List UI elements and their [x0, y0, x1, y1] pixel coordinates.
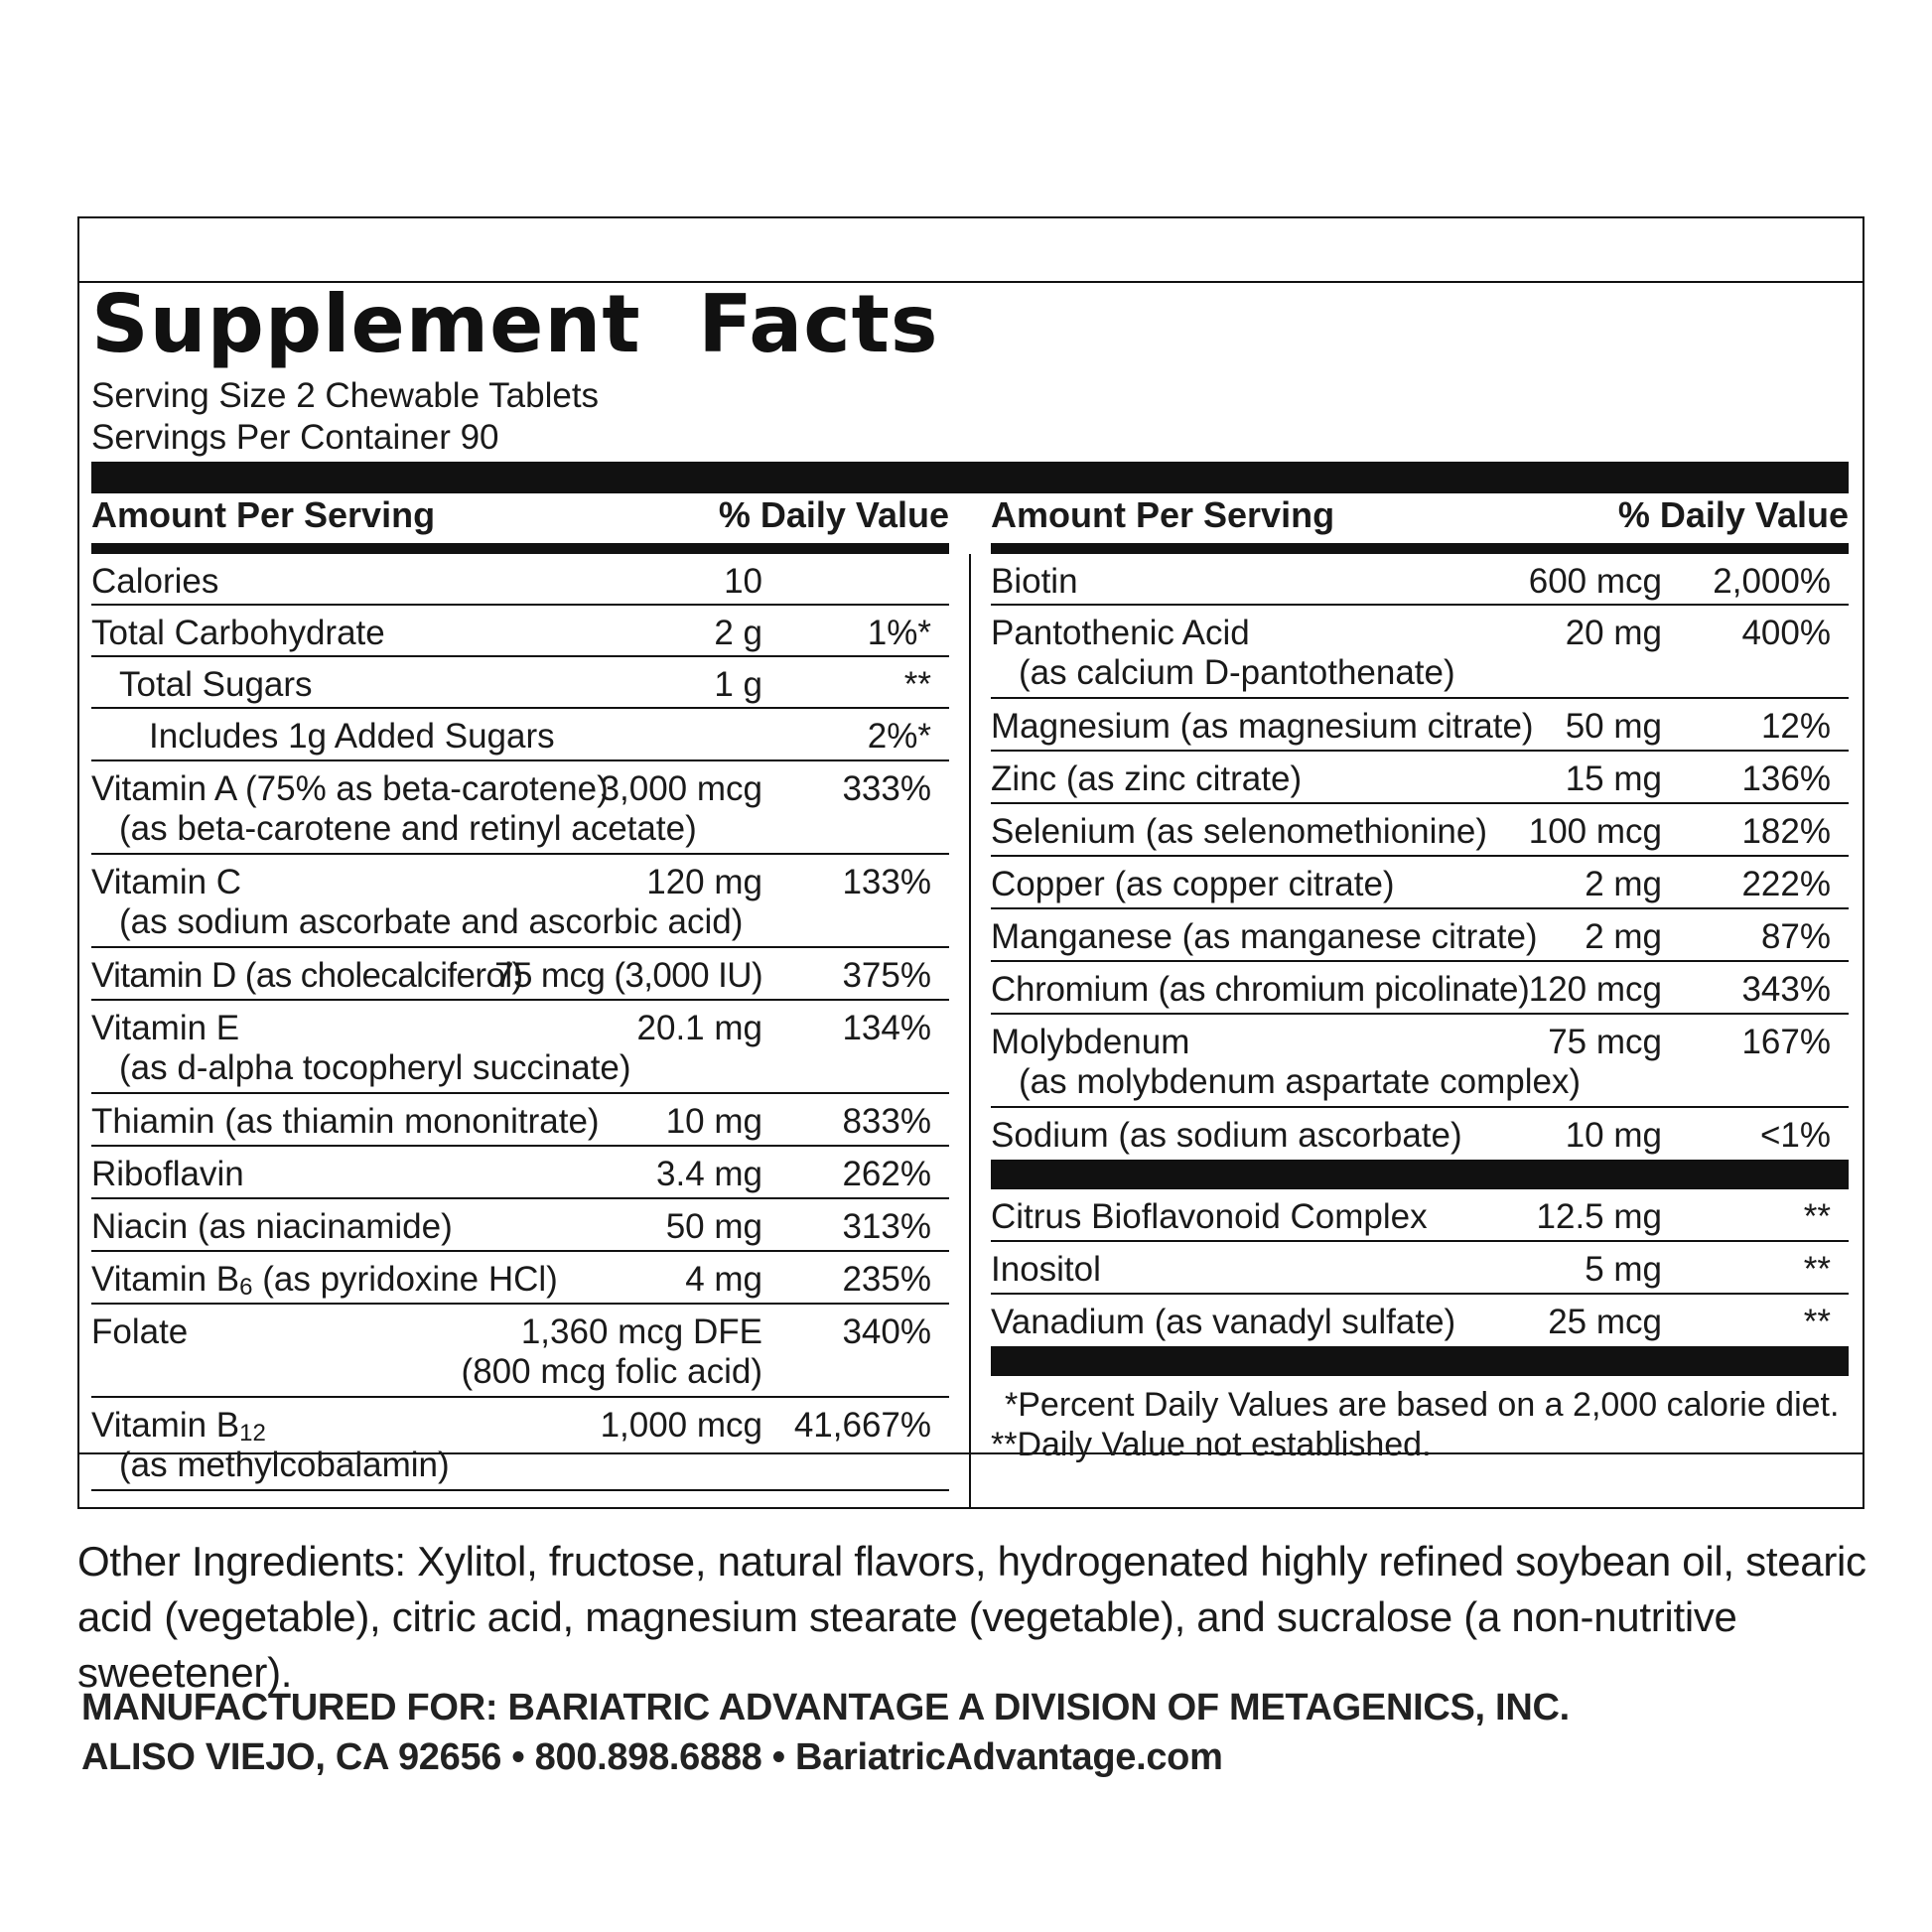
nutrient-row-total-sugars — [91, 657, 949, 709]
nutrient-row-citrus-bioflavonoid — [991, 1189, 1849, 1242]
nutrient-row-vitamin-a — [91, 761, 949, 855]
nutrient-amount: 75 mcg (3,000 IU) — [494, 956, 762, 995]
nutrient-amount: 2 mg — [1585, 917, 1662, 956]
nutrient-daily-value: 333% — [842, 769, 931, 808]
nutrient-name: Thiamin (as thiamin mononitrate) — [91, 1102, 600, 1141]
nutrient-amount: 25 mcg — [1548, 1303, 1662, 1341]
nutrient-row-magnesium — [991, 699, 1849, 752]
nutrient-row-calories — [91, 554, 949, 606]
nutrient-row-selenium — [991, 804, 1849, 857]
nutrient-name: Manganese (as manganese citrate) — [991, 917, 1538, 956]
nutrient-source: (as methylcobalamin) — [119, 1446, 450, 1484]
nutrient-daily-value: 133% — [842, 863, 931, 901]
nutrient-daily-value: 2%* — [867, 717, 931, 756]
nutrient-daily-value: 41,667% — [793, 1406, 931, 1445]
nutrient-row-manganese — [991, 909, 1849, 962]
nutrient-daily-value: 182% — [1741, 812, 1831, 851]
nutrient-daily-value: 134% — [842, 1009, 931, 1047]
nutrient-name: Calories — [91, 562, 219, 601]
nutrient-amount: 50 mg — [1565, 707, 1662, 746]
serving-size: Serving Size 2 Chewable Tablets — [91, 376, 600, 415]
nutrient-daily-value: 1%* — [867, 614, 931, 652]
nutrient-name: Sodium (as sodium ascorbate) — [991, 1116, 1462, 1155]
nutrient-row-molybdenum — [991, 1015, 1849, 1108]
nutrient-amount: 20 mg — [1565, 614, 1662, 652]
nutrient-row-chromium — [991, 962, 1849, 1015]
nutrient-amount: 10 mg — [665, 1102, 762, 1141]
nutrient-row-pantothenic-acid — [991, 606, 1849, 699]
nutrient-name: Chromium (as chromium picolinate) — [991, 970, 1530, 1009]
nutrient-row-total-carbohydrate — [91, 606, 949, 657]
nutrient-row-inositol — [991, 1242, 1849, 1295]
nutrient-name: Vanadium (as vanadyl sulfate) — [991, 1303, 1456, 1341]
manufacturer-line-1: MANUFACTURED FOR: BARIATRIC ADVANTAGE A DIVISION OF METAGENICS, INC. — [81, 1687, 1570, 1728]
nutrient-daily-value: ** — [903, 665, 931, 704]
nutrient-amount: 3.4 mg — [656, 1155, 762, 1193]
nutrient-row-vitamin-d — [91, 948, 949, 1001]
nutrient-name: Copper (as copper citrate) — [991, 865, 1395, 903]
nutrient-row-copper — [991, 857, 1849, 909]
nutrient-amount: 50 mg — [665, 1207, 762, 1246]
nutrient-daily-value: 343% — [1741, 970, 1831, 1009]
nutrient-source: (as beta-carotene and retinyl acetate) — [119, 809, 697, 848]
nutrient-name: Vitamin C — [91, 863, 242, 901]
amount-per-serving-header: Amount Per Serving — [991, 494, 1335, 535]
nutrient-amount: 120 mg — [646, 863, 762, 901]
nutrient-source: (as calcium D-pantothenate) — [1019, 653, 1455, 692]
nutrient-daily-value: 222% — [1741, 865, 1831, 903]
nutrient-row-vitamin-b6 — [91, 1252, 949, 1305]
nutrient-daily-value: 400% — [1741, 614, 1831, 652]
nutrient-daily-value: 313% — [842, 1207, 931, 1246]
nutrient-name: Includes 1g Added Sugars — [149, 717, 555, 756]
servings-per-container: Servings Per Container 90 — [91, 418, 499, 457]
nutrient-amount: 20.1 mg — [636, 1009, 762, 1047]
nutrient-name: Vitamin $B_6$ (as pyridoxine HCl) — [91, 1260, 558, 1301]
nutrient-name: Niacin (as niacinamide) — [91, 1207, 453, 1246]
nutrient-daily-value: 12% — [1760, 707, 1831, 746]
nutrient-row-thiamin — [91, 1094, 949, 1147]
nutrient-daily-value: ** — [1803, 1250, 1831, 1289]
nutrient-source: (as sodium ascorbate and ascorbic acid) — [119, 902, 744, 941]
nutrient-row-biotin — [991, 554, 1849, 606]
nutrient-amount: 1 g — [714, 665, 762, 704]
nutrient-name: Riboflavin — [91, 1155, 244, 1193]
nutrient-daily-value: 262% — [842, 1155, 931, 1193]
nutrient-row-added-sugars — [91, 709, 949, 761]
nutrient-list-left — [91, 554, 949, 1491]
nutrient-daily-value: 167% — [1741, 1023, 1831, 1061]
column-divider — [969, 554, 971, 1509]
nutrient-amount: 75 mcg — [1548, 1023, 1662, 1061]
nutrient-amount: 100 mcg — [1528, 812, 1662, 851]
nutrient-daily-value: ** — [1803, 1197, 1831, 1236]
serving-info — [91, 375, 599, 459]
nutrient-name: Vitamin D (as cholecalciferol) — [91, 956, 523, 995]
thick-rule-bottom — [991, 1346, 1849, 1376]
nutrient-amount: 10 mg — [1565, 1116, 1662, 1155]
manufacturer-info — [81, 1683, 1570, 1782]
column-header-right — [991, 493, 1849, 554]
thick-rule-middle — [991, 1160, 1849, 1189]
nutrient-amount: 600 mcg — [1528, 562, 1662, 601]
nutrient-amount: 10 — [724, 562, 762, 601]
nutrient-daily-value: 136% — [1741, 759, 1831, 798]
nutrient-name: Total Carbohydrate — [91, 614, 385, 652]
footnote-daily-value-not-established: **Daily Value not established. — [991, 1426, 1432, 1463]
amount-per-serving-header: Amount Per Serving — [91, 494, 436, 535]
nutrient-amount: 1,360 mcg DFE — [520, 1312, 762, 1351]
nutrient-name: Inositol — [991, 1250, 1101, 1289]
nutrient-amount: 1,000 mcg — [600, 1406, 762, 1445]
nutrient-name: Zinc (as zinc citrate) — [991, 759, 1303, 798]
nutrient-name: Citrus Bioflavonoid Complex — [991, 1197, 1428, 1236]
nutrient-row-riboflavin — [91, 1147, 949, 1199]
nutrient-name: Vitamin $B_{12}$ — [91, 1406, 266, 1447]
footnotes — [991, 1385, 1839, 1464]
nutrient-name: Magnesium (as magnesium citrate) — [991, 707, 1534, 746]
nutrient-name: Folate — [91, 1312, 189, 1351]
nutrient-name: Molybdenum — [991, 1023, 1190, 1061]
nutrient-row-vitamin-c — [91, 855, 949, 948]
nutrient-name: Vitamin A (75% as beta-carotene) — [91, 769, 609, 808]
nutrient-amount: 12.5 mg — [1536, 1197, 1662, 1236]
column-header-left — [91, 493, 949, 554]
nutrient-row-niacin — [91, 1199, 949, 1252]
nutrient-row-vanadium — [991, 1295, 1849, 1346]
nutrient-list-right — [991, 554, 1849, 1376]
nutrient-amount: 5 mg — [1585, 1250, 1662, 1289]
nutrient-name: Selenium (as selenomethionine) — [991, 812, 1487, 851]
nutrient-daily-value: 340% — [842, 1312, 931, 1351]
daily-value-header: % Daily Value — [1617, 494, 1849, 535]
nutrient-amount: 15 mg — [1565, 759, 1662, 798]
nutrient-daily-value: 833% — [842, 1102, 931, 1141]
nutrient-daily-value: <1% — [1759, 1116, 1831, 1155]
nutrient-amount-detail: (800 mcg folic acid) — [461, 1352, 762, 1391]
nutrient-amount: 3,000 mcg — [600, 769, 762, 808]
nutrient-amount: 120 mcg — [1528, 970, 1662, 1009]
nutrient-row-zinc — [991, 752, 1849, 804]
nutrient-amount: 4 mg — [685, 1260, 762, 1299]
nutrient-source: (as molybdenum aspartate complex) — [1019, 1062, 1582, 1101]
nutrient-row-folate — [91, 1305, 949, 1398]
nutrient-daily-value: 87% — [1760, 917, 1831, 956]
label-title: Supplement Facts — [91, 278, 939, 370]
daily-value-header: % Daily Value — [718, 494, 949, 535]
manufacturer-line-2: ALISO VIEJO, CA 92656 • 800.898.6888 • BariatricAdvantage.com — [81, 1736, 1223, 1778]
nutrient-row-vitamin-b12 — [91, 1398, 949, 1491]
nutrient-row-vitamin-e — [91, 1001, 949, 1094]
nutrient-amount: 2 mg — [1585, 865, 1662, 903]
nutrient-name: Vitamin E — [91, 1009, 240, 1047]
thick-rule-top — [91, 462, 1849, 493]
nutrient-daily-value: 375% — [842, 956, 931, 995]
nutrient-daily-value: ** — [1803, 1303, 1831, 1341]
nutrient-daily-value: 235% — [842, 1260, 931, 1299]
other-ingredients: Other Ingredients: Xylitol, fructose, natural flavors, hydrogenated highly refined soybean oil, stearic acid (vegetable), citric acid, magnesium stearate (vegetable), and sucralose (a non-nutritive sweetener). — [77, 1538, 1866, 1696]
nutrient-source: (as d-alpha tocopheryl succinate) — [119, 1048, 631, 1087]
nutrient-row-sodium — [991, 1108, 1849, 1160]
nutrient-amount: 2 g — [714, 614, 762, 652]
nutrient-daily-value: 2,000% — [1713, 562, 1831, 601]
nutrient-name: Biotin — [991, 562, 1078, 601]
footnote-percent-daily-value: *Percent Daily Values are based on a 2,000 calorie diet. — [1005, 1386, 1840, 1424]
nutrient-name: Total Sugars — [119, 665, 313, 704]
nutrient-name: Pantothenic Acid — [991, 614, 1250, 652]
